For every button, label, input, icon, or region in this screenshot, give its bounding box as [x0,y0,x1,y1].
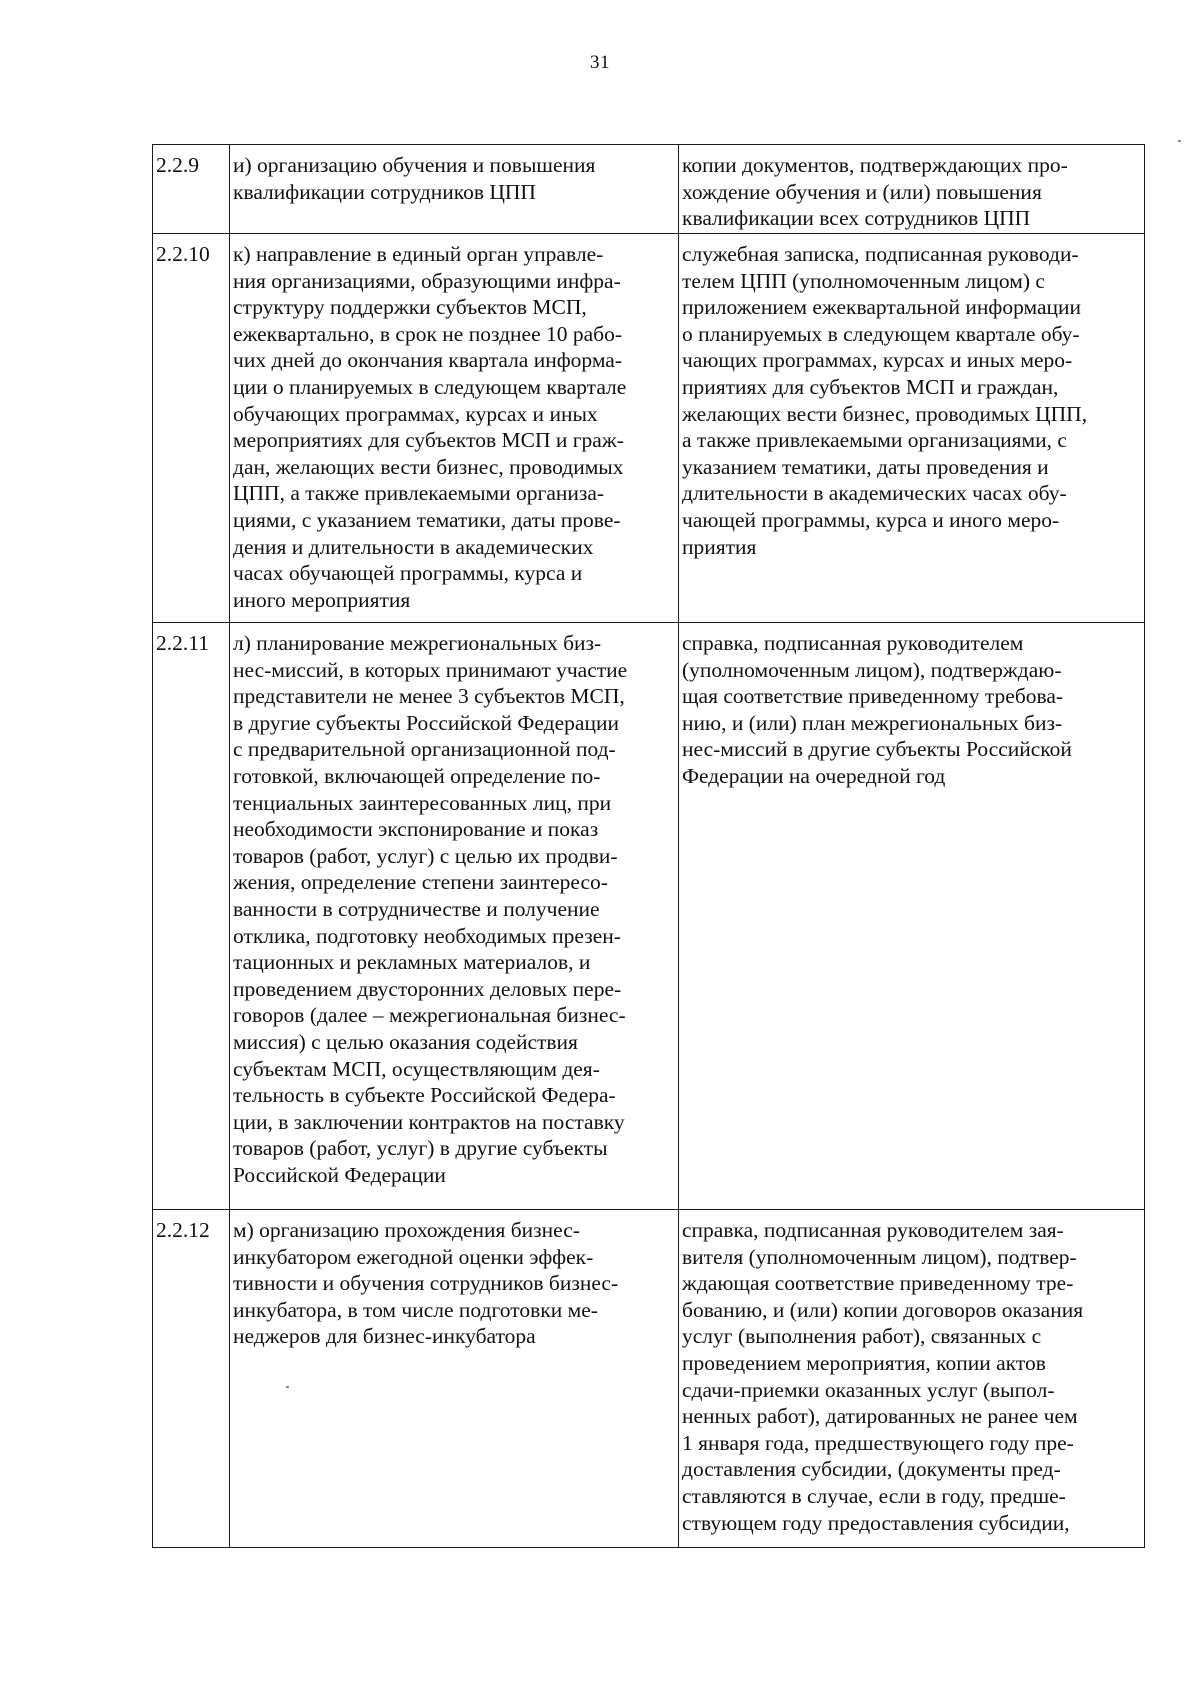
documents-text: копии документов, подтверждающих про- хождение обучения и (или) повышения квалификации всех сотрудников ЦПП [679,145,1145,234]
table-row [153,145,1145,234]
row-number: 2.2.11 [153,623,230,1210]
documents-text: служебная записка, подписанная руководи- телем ЦПП (уполномоченным лицом) с приложением ежеквартальной информации о планируемых в следующем квартале обу- чающих программах, курсах и иных меро- приятиях для субъектов МСП и граждан, желающих вести бизнес, проводимых ЦПП, а также привлекаемыми организациями, с указанием тематики, даты проведения и длительности в академических часах обу- чающей программы, курса и иного меро- приятия [679,234,1145,623]
table-row [153,1210,1145,1548]
requirement-text: к) направление в единый орган управле- ния организациями, образующими инфра- структуру поддержки субъектов МСП, ежеквартально, в срок не позднее 10 рабо- чих дней до окончания квартала информа- ции о планируемых в следующем квартале обучающих программах, курсах и иных мероприятиях для субъектов МСП и граж- дан, желающих вести бизнес, проводимых ЦПП, а также привлекаемыми организа- циями, с указанием тематики, даты прове- дения и длительности в академических часах обучающей программы, курса и иного мероприятия [230,234,679,623]
documents-text: справка, подписанная руководителем зая- вителя (уполномоченным лицом), подтвер- ждающая соответствие приведенному тре- бованию, и (или) копии договоров оказания услуг (выполнения работ), связанных с проведением мероприятия, копии актов сдачи-приемки оказанных услуг (выпол- ненных работ), датированных не ранее чем 1 января года, предшествующего году пре- доставления субсидии, (документы пред- ставляются в случае, если в году, предше- ствующем году предоставления субсидии, [679,1210,1145,1548]
requirement-text: л) планирование межрегиональных биз- нес-миссий, в которых принимают участие представители не менее 3 субъектов МСП, в другие субъекты Российской Федерации с предварительной организационной под- готовкой, включающей определение по- тенциальных заинтересованных лиц, при необходимости экспонирование и показ товаров (работ, услуг) с целью их продви- жения, определение степени заинтересо- ванности в сотрудничестве и получение отклика, подготовку необходимых презен- тационных и рекламных материалов, и проведением двусторонних деловых пере- говоров (далее – межрегиональная бизнес- миссия) с целью оказания содействия субъектам МСП, осуществляющим дея- тельность в субъекте Российской Федера- ции, в заключении контрактов на поставку товаров (работ, услуг) в другие субъекты Российской Федерации [230,623,679,1210]
requirement-text: и) организацию обучения и повышения квалификации сотрудников ЦПП [230,145,679,234]
page-number: 31 [590,52,610,73]
scan-speck [286,1386,289,1388]
requirements-table [152,144,1145,1548]
row-number: 2.2.10 [153,234,230,623]
documents-text: справка, подписанная руководителем (уполномоченным лицом), подтверждаю- щая соответствие приведенному требова- нию, и (или) план межрегиональных биз- нес-миссий в другие субъекты Российской Федерации на очередной год [679,623,1145,1210]
scan-speck [1178,140,1181,142]
row-number: 2.2.9 [153,145,230,234]
row-number: 2.2.12 [153,1210,230,1548]
table-row [153,234,1145,623]
table-row [153,623,1145,1210]
requirement-text: м) организацию прохождения бизнес- инкубатором ежегодной оценки эффек- тивности и обучения сотрудников бизнес- инкубатора, в том числе подготовки ме- неджеров для бизнес-инкубатора [230,1210,679,1548]
